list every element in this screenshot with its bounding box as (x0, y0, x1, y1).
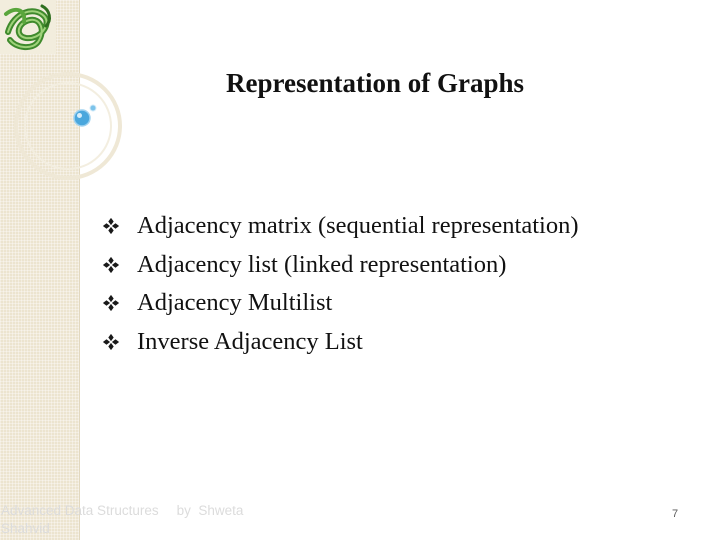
slide-footer (1, 502, 301, 538)
footer-author-line2: Shahvid (1, 521, 50, 536)
footer-author-line1: Shweta (198, 503, 244, 518)
list-item (102, 246, 579, 285)
bullet-text: Adjacency Multilist (137, 289, 333, 317)
diamond-quad-bullet-icon (102, 333, 120, 351)
list-item (102, 284, 579, 323)
footer-author-prefix: by (176, 503, 191, 518)
blue-bubble-icon (74, 110, 90, 126)
diamond-quad-bullet-icon (102, 256, 120, 274)
bullet-list (102, 207, 579, 361)
bullet-text: Inverse Adjacency List (137, 327, 363, 355)
green-knot-logo-icon (0, 0, 56, 54)
list-item (102, 323, 579, 362)
list-item (102, 207, 579, 246)
footer-course: Advanced Data Structures (1, 503, 159, 518)
bullet-text: Adjacency list (linked representation) (137, 250, 507, 278)
slide-title: Representation of Graphs (225, 68, 524, 98)
page-number: 7 (672, 508, 679, 520)
diamond-quad-bullet-icon (102, 217, 120, 235)
bullet-text: Adjacency matrix (sequential representation) (137, 212, 579, 240)
diamond-quad-bullet-icon (102, 294, 120, 312)
